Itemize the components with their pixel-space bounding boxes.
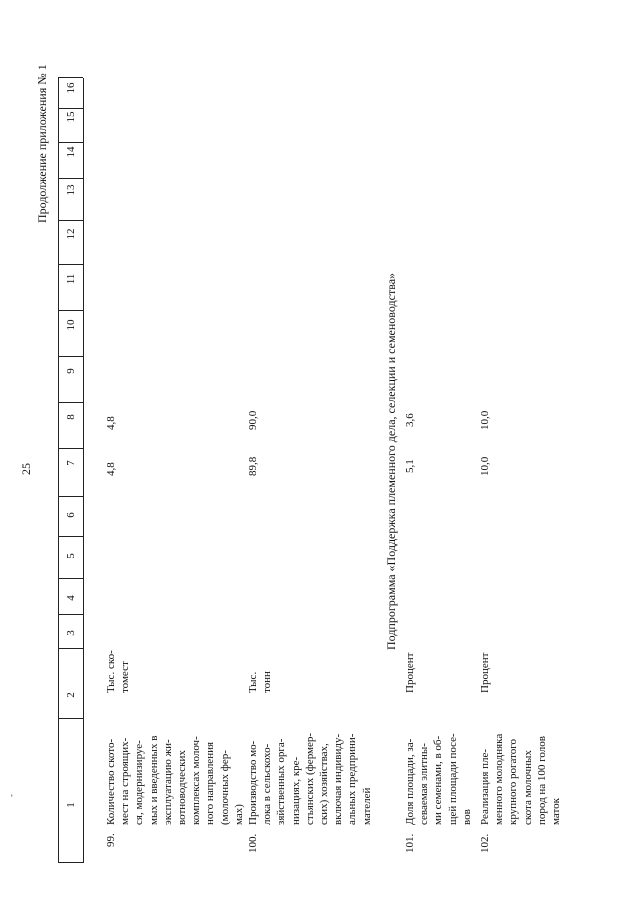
col-separator bbox=[58, 614, 83, 615]
col-separator bbox=[58, 718, 83, 719]
col-header-16: 16 bbox=[65, 82, 77, 94]
col-header-15: 15 bbox=[65, 111, 77, 123]
row-99-name: Количество ското- мест на строящих- ся, модернизируе- мых и введенных в эксплуатацию жи- вотноводческих комплексах молоч- ного направления (молочных фер- мах) bbox=[105, 735, 245, 825]
row-100-col8: 90,0 bbox=[247, 410, 259, 430]
col-header-13: 13 bbox=[65, 184, 77, 196]
col-header-11: 11 bbox=[65, 273, 77, 285]
col-header-12: 12 bbox=[65, 228, 77, 240]
col-header-2: 2 bbox=[65, 692, 77, 698]
row-100-number: 100. bbox=[247, 833, 259, 853]
col-separator bbox=[58, 178, 83, 179]
row-101-unit: Процент bbox=[404, 652, 416, 693]
col-separator bbox=[58, 356, 83, 357]
col-separator bbox=[58, 402, 83, 403]
row-102-col8: 10,0 bbox=[479, 410, 491, 430]
row-102-unit: Процент bbox=[479, 652, 491, 693]
table-header-border bbox=[83, 78, 84, 863]
col-header-1: 1 bbox=[65, 802, 77, 808]
row-100-col7: 89,8 bbox=[247, 456, 259, 476]
col-header-6: 6 bbox=[65, 512, 77, 518]
row-99-number: 99. bbox=[105, 833, 117, 847]
subprogram-title: Подпрограмма «Поддержка племенного дела, селекции и семеноводства» bbox=[384, 272, 398, 650]
margin-mark: - bbox=[6, 794, 16, 797]
row-102-col7: 10,0 bbox=[479, 456, 491, 476]
continuation-label: Продолжение приложения № 1 bbox=[35, 64, 49, 223]
row-99-col7: 4,8 bbox=[105, 462, 117, 476]
row-99-col8: 4,8 bbox=[105, 416, 117, 430]
col-header-8: 8 bbox=[65, 414, 77, 420]
row-99-unit: Тыс. ско- томест bbox=[105, 650, 132, 693]
col-header-10: 10 bbox=[65, 319, 77, 331]
col-separator bbox=[58, 496, 83, 497]
row-102-name: Реализация пле- менного молодняка крупного рогатого скота молочных пород на 100 голов маток bbox=[479, 733, 563, 825]
col-separator bbox=[58, 310, 83, 311]
col-header-9: 9 bbox=[65, 368, 77, 374]
row-101-col8: 3,6 bbox=[404, 413, 416, 427]
col-separator bbox=[58, 448, 83, 449]
col-separator bbox=[58, 578, 83, 579]
row-100-unit: Тыс. тонн bbox=[247, 671, 274, 693]
page-number: 25 bbox=[19, 463, 33, 475]
col-header-14: 14 bbox=[65, 146, 77, 158]
row-100-name: Производство мо- лока в сельскохо- зяйственных орга- низациях, кре- стьянских (фермер- ских) хозяйствах, включая индивиду- альных предприни- мателей bbox=[247, 732, 373, 825]
col-separator bbox=[58, 862, 83, 863]
row-101-name: Доля площади, за- севаемая элитны- ми семенами, в об- щей площади посе- вов bbox=[404, 733, 473, 825]
col-header-5: 5 bbox=[65, 553, 77, 559]
row-101-number: 101. bbox=[404, 833, 416, 853]
col-header-7: 7 bbox=[65, 460, 77, 466]
row-101-col7: 5,1 bbox=[404, 459, 416, 473]
col-separator bbox=[58, 220, 83, 221]
row-102-number: 102. bbox=[479, 833, 491, 853]
col-header-3: 3 bbox=[65, 630, 77, 636]
table-top-border bbox=[58, 78, 59, 863]
col-separator bbox=[58, 648, 83, 649]
col-separator bbox=[58, 536, 83, 537]
col-header-4: 4 bbox=[65, 595, 77, 601]
col-separator bbox=[58, 264, 83, 265]
